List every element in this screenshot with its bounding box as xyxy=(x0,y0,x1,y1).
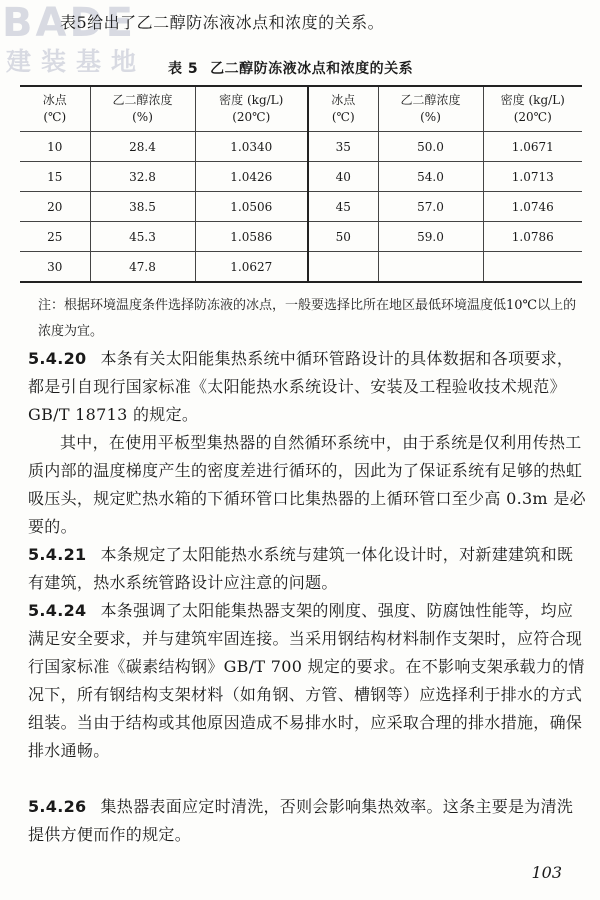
clause-5-4-20-continued xyxy=(28,429,588,541)
clause-text: 本条规定了太阳能热水系统与建筑一体化设计时，对新建建筑和既有建筑，热水系统管路设计应注意的问题。 xyxy=(28,545,574,592)
table-cell: 1.0786 xyxy=(483,222,582,252)
clause-5-4-21 xyxy=(28,541,588,597)
table-cell: 1.0426 xyxy=(195,162,308,192)
clause-5-4-20 xyxy=(28,345,588,429)
table-cell: 59.0 xyxy=(378,222,483,252)
table-row xyxy=(20,162,582,192)
table-cell: 10 xyxy=(20,132,90,162)
antifreeze-table xyxy=(20,85,582,283)
table-cell: 1.0671 xyxy=(483,132,582,162)
clause-text: 集热器表面应定时清洗，否则会影响集热效率。这条主要是为清洗提供方便而作的规定。 xyxy=(28,797,574,844)
table-row xyxy=(20,132,582,162)
table-cell: 20 xyxy=(20,192,90,222)
table-cell: 1.0586 xyxy=(195,222,308,252)
table-row xyxy=(20,192,582,222)
table-cell: 45.3 xyxy=(90,222,195,252)
table-caption-number: 表 5 xyxy=(168,61,199,77)
table-cell: 30 xyxy=(20,252,90,283)
table-cell: 38.5 xyxy=(90,192,195,222)
table-header-row xyxy=(20,86,582,132)
watermark-subtitle: 建装基地 xyxy=(6,47,147,76)
table-cell: 25 xyxy=(20,222,90,252)
header-density: 密度 (kg/L) (20℃) xyxy=(195,86,308,132)
table-cell xyxy=(378,252,483,283)
header-freeze-point: 冰点 (℃) xyxy=(20,86,90,132)
table-cell: 45 xyxy=(308,192,378,222)
table-cell: 35 xyxy=(308,132,378,162)
table-intro-text: 表5给出了乙二醇防冻液冰点和浓度的关系。 xyxy=(60,13,385,32)
table-cell: 50.0 xyxy=(378,132,483,162)
table-caption xyxy=(168,58,413,78)
clause-5-4-26 xyxy=(28,793,588,849)
table-cell: 54.0 xyxy=(378,162,483,192)
table-row xyxy=(20,252,582,283)
page-number: 103 xyxy=(531,863,562,882)
table-cell: 32.8 xyxy=(90,162,195,192)
table-cell: 1.0340 xyxy=(195,132,308,162)
header-concentration: 乙二醇浓度 (%) xyxy=(90,86,195,132)
watermark-brand: BADE xyxy=(2,0,136,46)
table-note: 注：根据环境温度条件选择防冻液的冰点，一般要选择比所在地区最低环境温度低10℃以上的浓度为宜。 xyxy=(38,298,577,339)
clause-number: 5.4.21 xyxy=(28,545,87,564)
header-freeze-point: 冰点 (℃) xyxy=(308,86,378,132)
clause-number: 5.4.26 xyxy=(28,797,87,816)
table-cell: 1.0506 xyxy=(195,192,308,222)
table-cell: 50 xyxy=(308,222,378,252)
table-cell: 40 xyxy=(308,162,378,192)
table-cell: 28.4 xyxy=(90,132,195,162)
table-cell: 47.8 xyxy=(90,252,195,283)
table-cell: 1.0713 xyxy=(483,162,582,192)
clause-text: 本条有关太阳能集热系统中循环管路设计的具体数据和各项要求，都是引自现行国家标准《太阳能热水系统设计、安装及工程验收技术规范》GB/T 18713 的规定。 xyxy=(28,349,574,424)
table-cell: 1.0746 xyxy=(483,192,582,222)
table-cell xyxy=(483,252,582,283)
table-cell xyxy=(308,252,378,283)
clause-text: 本条强调了太阳能集热器支架的刚度、强度、防腐蚀性能等，均应满足安全要求，并与建筑牢固连接。当采用钢结构材料制作支架时，应符合现行国家标准《碳素结构钢》GB/T 700 规定的要求。在不影响支架承载力的情况下，所有钢结构支架材料（如角钢、方管、槽钢等）应选择利于排水的方式组装。当由于结构或其他原因造成不易排水时，应采取合理的排水措施，确保排水通畅。 xyxy=(28,601,585,760)
table-cell: 1.0627 xyxy=(195,252,308,283)
header-concentration: 乙二醇浓度 (%) xyxy=(378,86,483,132)
header-density: 密度 (kg/L) (20℃) xyxy=(483,86,582,132)
table-caption-title: 乙二醇防冻液冰点和浓度的关系 xyxy=(210,61,414,77)
clause-text: 其中，在使用平板型集热器的自然循环系统中，由于系统是仅利用传热工质内部的温度梯度产生的密度差进行循环的，因此为了保证系统有足够的热虹吸压头，规定贮热水箱的下循环管口比集热器的上循环管口至少高 0.3m 是必要的。 xyxy=(28,433,586,536)
table-cell: 15 xyxy=(20,162,90,192)
clause-number: 5.4.24 xyxy=(28,601,87,620)
clause-number: 5.4.20 xyxy=(28,349,87,368)
table-cell: 57.0 xyxy=(378,192,483,222)
clause-5-4-24 xyxy=(28,597,588,765)
table-row xyxy=(20,222,582,252)
